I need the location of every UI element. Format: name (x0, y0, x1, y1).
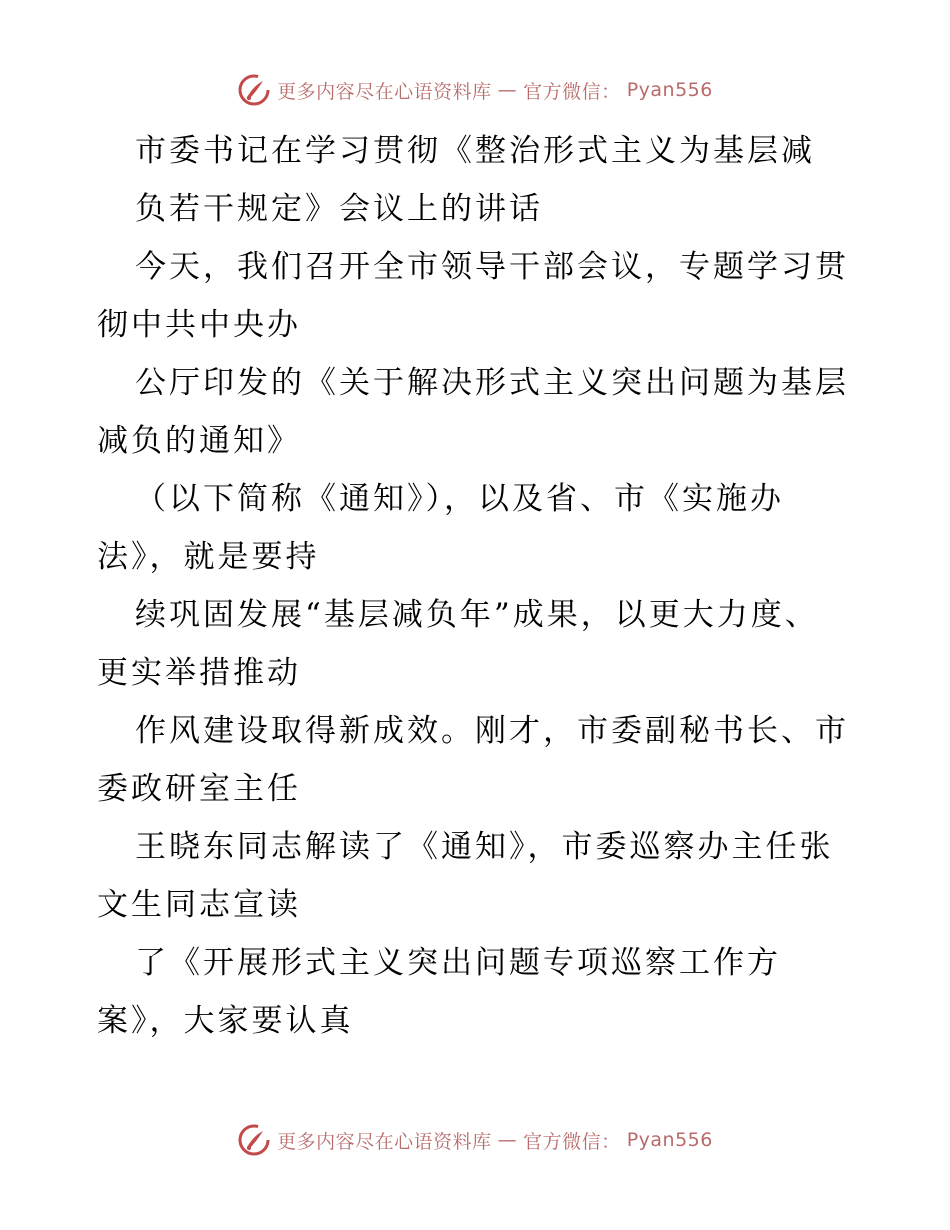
paragraph-line: 了《开展形式主义突出问题专项巡察工作方 (135, 945, 781, 981)
header-watermark (0, 70, 950, 110)
paragraph-line: 委政研室主任 (97, 771, 301, 807)
watermark-wechat-account: Pyan556 (626, 1129, 713, 1151)
paragraph-line: 文生同志宣读 (97, 887, 301, 923)
watermark-separator: — (497, 1129, 518, 1151)
paragraph-line: 王晓东同志解读了《通知》，市委巡察办主任张 (135, 829, 834, 865)
watermark-site-text: 更多内容尽在心语资料库 (277, 1130, 492, 1153)
paragraph-line: 续巩固发展“基层减负年”成果，以更大力度、 (135, 597, 819, 633)
paragraph-line: 作风建设取得新成效。刚才，市委副秘书长、市 (135, 713, 849, 749)
watermark-site-text: 更多内容尽在心语资料库 (277, 80, 492, 103)
watermark-wechat-label: 官方微信： (523, 1130, 621, 1153)
document-title-line-2: 负若干规定》会议上的讲话 (135, 191, 543, 227)
watermark-wechat-account: Pyan556 (626, 79, 713, 101)
paragraph-line: 法》，就是要持 (97, 539, 320, 575)
footer-watermark (0, 1120, 950, 1160)
document-title-line-1: 市委书记在学习贯彻《整治形式主义为基层减 (135, 133, 815, 169)
watermark-separator: — (497, 79, 518, 101)
brush-seal-logo-icon (237, 1123, 271, 1157)
watermark-wechat-label: 官方微信： (523, 80, 621, 103)
paragraph-line: 彻中共中央办 (97, 307, 301, 343)
paragraph-line: 案》，大家要认真 (97, 1003, 354, 1039)
paragraph-line: 今天，我们召开全市领导干部会议，专题学习贯 (135, 249, 849, 285)
paragraph-line: 公厅印发的《关于解决形式主义突出问题为基层 (135, 365, 849, 401)
brush-seal-logo-icon (237, 73, 271, 107)
paragraph-line: 更实举措推动 (97, 655, 301, 691)
document-body (97, 122, 857, 1050)
paragraph-line: 减负的通知》 (97, 423, 301, 459)
paragraph-line: （以下简称《通知》），以及省、市《实施办 (135, 481, 784, 517)
